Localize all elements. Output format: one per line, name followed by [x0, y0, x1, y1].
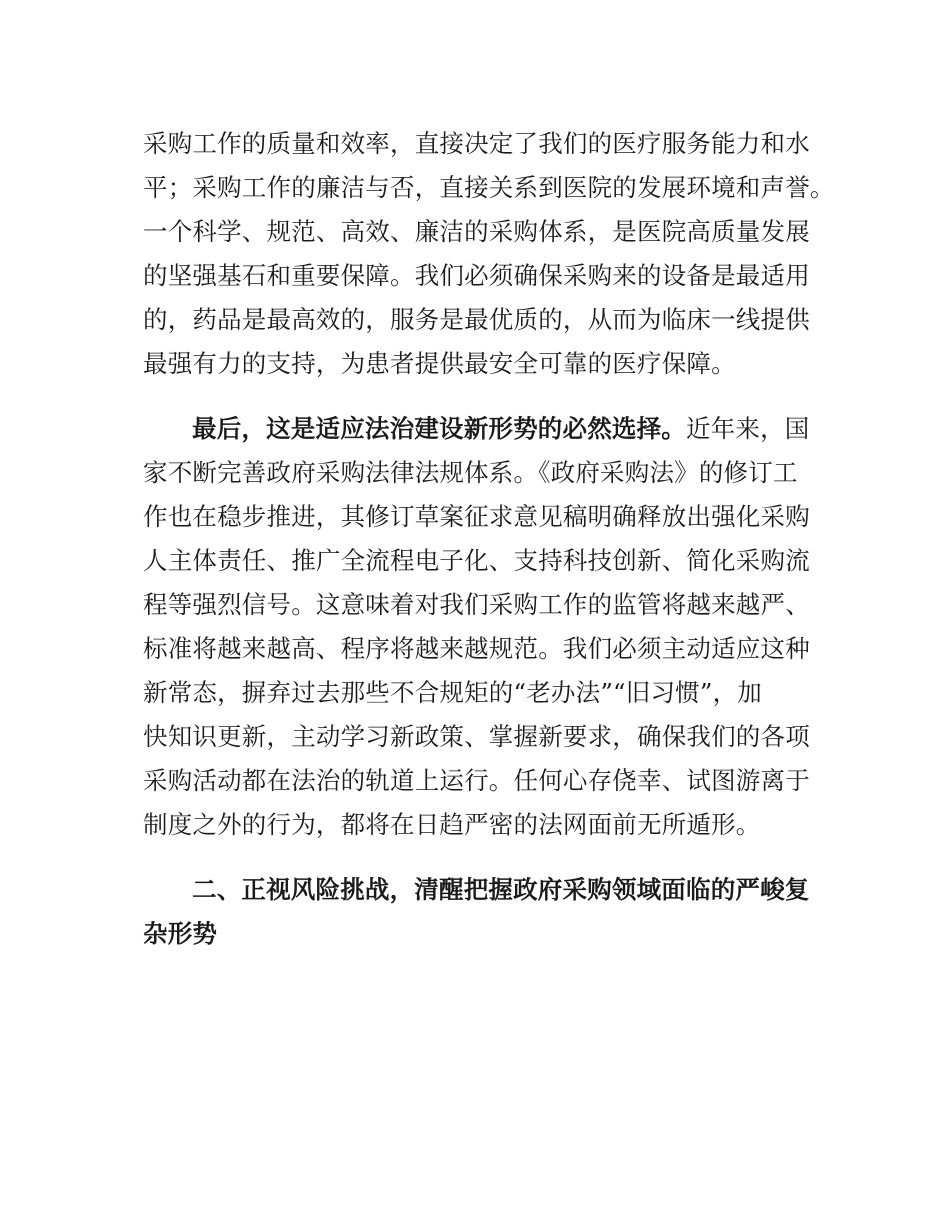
text-line: 平；采购工作的廉洁与否，直接关系到医院的发展环境和声誉。: [143, 173, 835, 202]
text-line: 快知识更新，主动学习新政策、掌握新要求，确保我们的各项: [143, 722, 810, 751]
paragraph-rule-of-law: [143, 407, 809, 847]
text-line: 程等强烈信号。这意味着对我们采购工作的监管将越来越严、: [143, 590, 810, 619]
text-line: 一个科学、规范、高效、廉洁的采购体系，是医院高质量发展: [143, 217, 810, 246]
paragraph-spacer: [143, 847, 809, 868]
text-line: 作也在稳步推进，其修订草案征求意见稿明确释放出强化采购: [143, 502, 810, 531]
text-line: 家不断完善政府采购法律法规体系。《政府采购法》的修订工: [143, 458, 798, 487]
text-line: 标准将越来越高、程序将越来越规范。我们必须主动适应这种: [143, 634, 810, 663]
section-heading-2: [143, 868, 809, 956]
text-line: 的坚强基石和重要保障。我们必须确保采购来的设备是最适用: [143, 261, 810, 290]
text-line: 制度之外的行为，都将在日趋严密的法网面前无所遁形。: [143, 810, 761, 839]
document-page: [143, 122, 835, 956]
text-line: 采购活动都在法治的轨道上运行。任何心存侥幸、试图游离于: [143, 766, 810, 795]
text-line: 新常态，摒弃过去那些不合规矩的“老办法”“旧习惯”，加: [143, 678, 762, 707]
heading-line: 二、正视风险挑战，清醒把握政府采购领域面临的严峻复: [192, 875, 810, 904]
text-line: 的，药品是最高效的，服务是最优质的，从而为临床一线提供: [143, 305, 810, 334]
paragraph-procurement-quality: [143, 122, 835, 386]
text-line: 采购工作的质量和效率，直接决定了我们的医疗服务能力和水: [143, 129, 810, 158]
text-line: 人主体责任、推广全流程电子化、支持科技创新、简化采购流: [143, 546, 810, 575]
paragraph-spacer: [143, 386, 809, 407]
heading-line: 杂形势: [143, 919, 218, 948]
bold-lead-sentence: 最后，这是适应法治建设新形势的必然选择。: [192, 414, 686, 443]
text-line: 最强有力的支持，为患者提供最安全可靠的医疗保障。: [143, 349, 736, 378]
text-fragment: 近年来，国: [686, 414, 810, 443]
text-line-first: [143, 407, 809, 451]
